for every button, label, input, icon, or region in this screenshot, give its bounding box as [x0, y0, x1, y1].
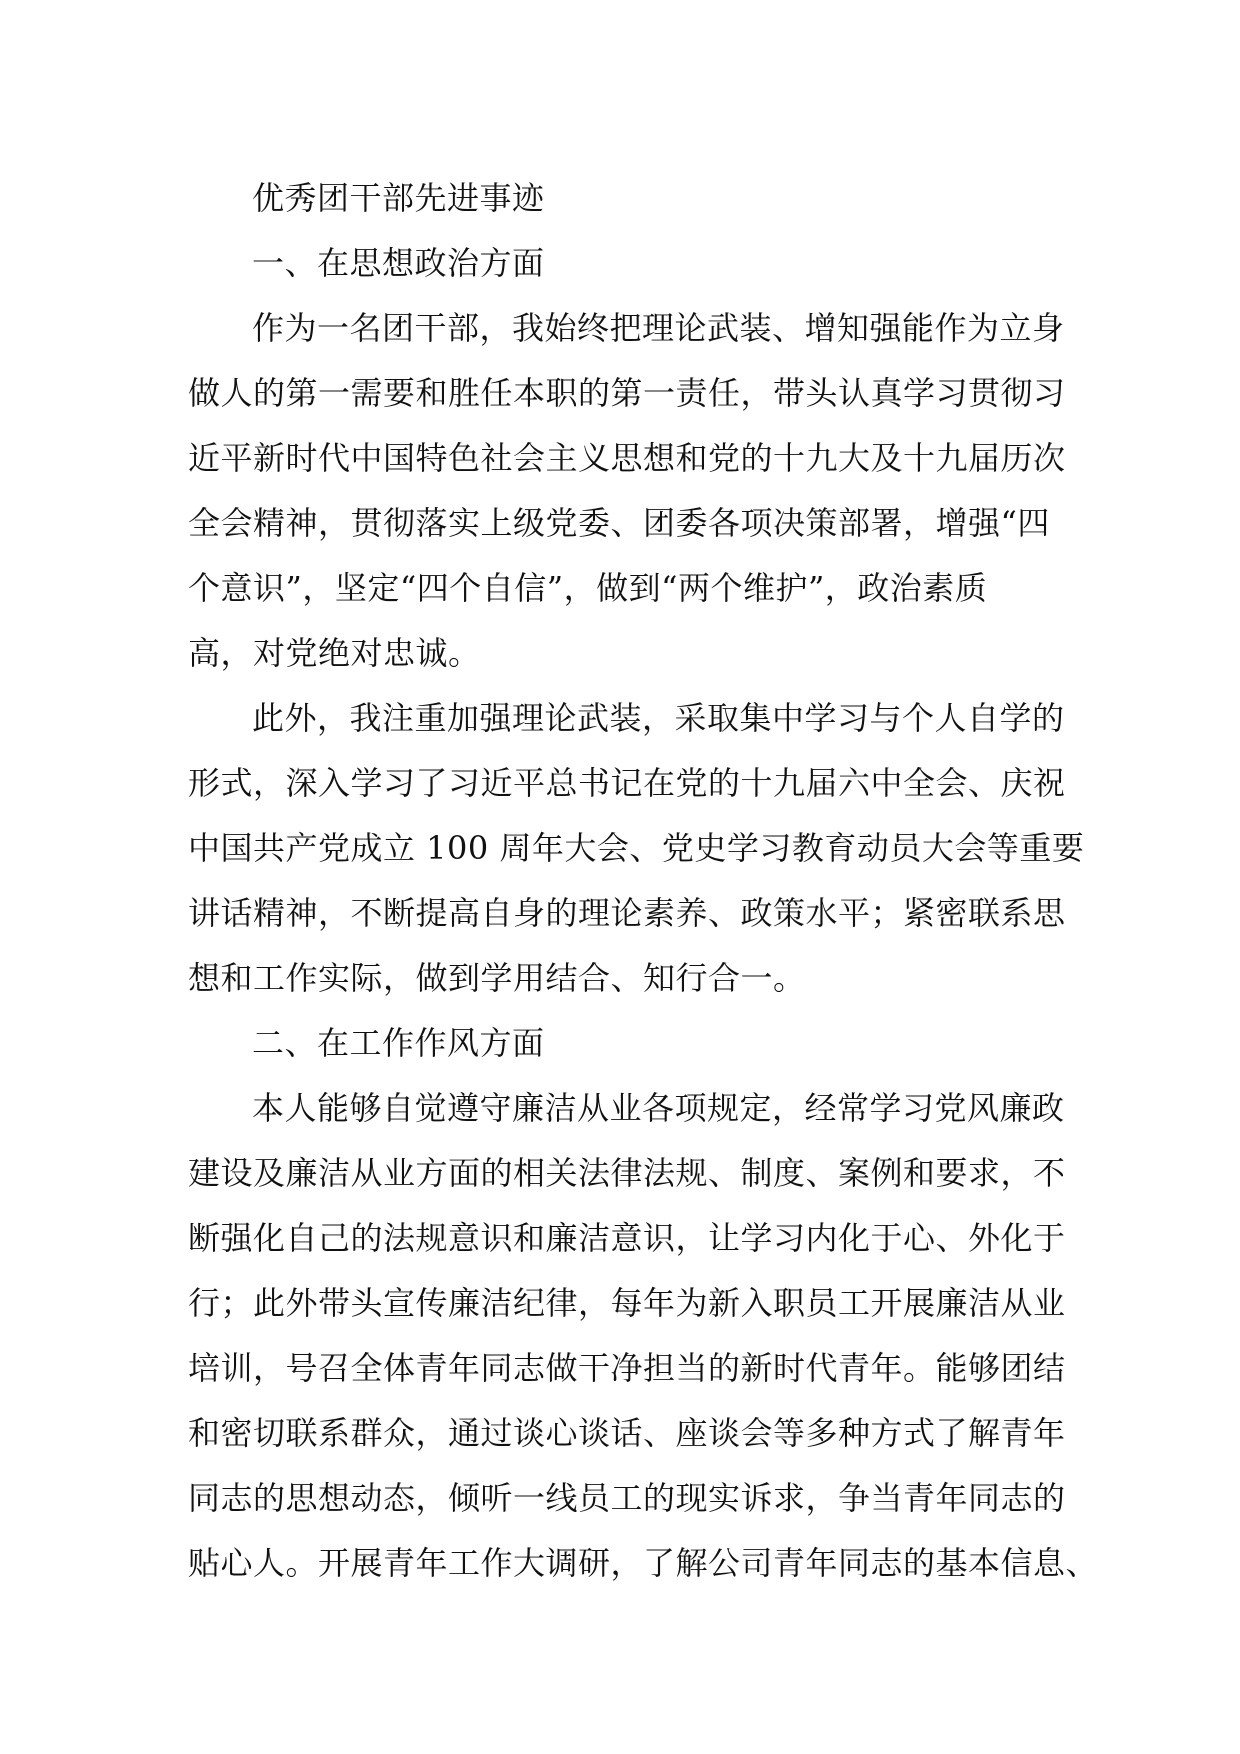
- paragraph-line: 个意识”，坚定“四个自信”，做到“两个维护”，政治素质: [188, 569, 988, 607]
- paragraph-line: 建设及廉洁从业方面的相关法律法规、制度、案例和要求，不: [188, 1154, 1066, 1192]
- paragraph-line: 贴心人。开展青年工作大调研，了解公司青年同志的基本信息、: [188, 1544, 1099, 1582]
- document-title: 优秀团干部先进事迹: [252, 179, 545, 217]
- document-body: [188, 166, 1099, 1596]
- paragraph-line: 想和工作实际，做到学用结合、知行合一。: [188, 959, 806, 997]
- paragraph-line: 本人能够自觉遵守廉洁从业各项规定，经常学习党风廉政: [252, 1089, 1065, 1127]
- paragraph-line: 高，对党绝对忠诚。: [188, 634, 481, 672]
- paragraph-line: 断强化自己的法规意识和廉洁意识，让学习内化于心、外化于: [188, 1219, 1066, 1257]
- paragraph-line: 培训，号召全体青年同志做干净担当的新时代青年。能够团结: [188, 1349, 1066, 1387]
- section-heading-ideology: 一、在思想政治方面: [252, 244, 545, 282]
- paragraph-line: 此外，我注重加强理论武装，采取集中学习与个人自学的: [252, 699, 1065, 737]
- paragraph-line: 和密切联系群众，通过谈心谈话、座谈会等多种方式了解青年: [188, 1414, 1066, 1452]
- paragraph-line: 中国共产党成立 100 周年大会、党史学习教育动员大会等重要: [188, 829, 1085, 867]
- paragraph-line: 行；此外带头宣传廉洁纪律，每年为新入职员工开展廉洁从业: [188, 1284, 1066, 1322]
- paragraph-line: 近平新时代中国特色社会主义思想和党的十九大及十九届历次: [188, 439, 1066, 477]
- paragraph-line: 形式，深入学习了习近平总书记在党的十九届六中全会、庆祝: [188, 764, 1066, 802]
- paragraph-line: 讲话精神，不断提高自身的理论素养、政策水平；紧密联系思: [188, 894, 1066, 932]
- paragraph-line: 做人的第一需要和胜任本职的第一责任，带头认真学习贯彻习: [188, 374, 1066, 412]
- paragraph-line: 全会精神，贯彻落实上级党委、团委各项决策部署，增强“四: [188, 504, 1050, 542]
- paragraph-line: 作为一名团干部，我始终把理论武装、增知强能作为立身: [252, 309, 1065, 347]
- paragraph-line: 同志的思想动态，倾听一线员工的现实诉求，争当青年同志的: [188, 1479, 1066, 1517]
- section-heading-work-style: 二、在工作作风方面: [252, 1024, 545, 1062]
